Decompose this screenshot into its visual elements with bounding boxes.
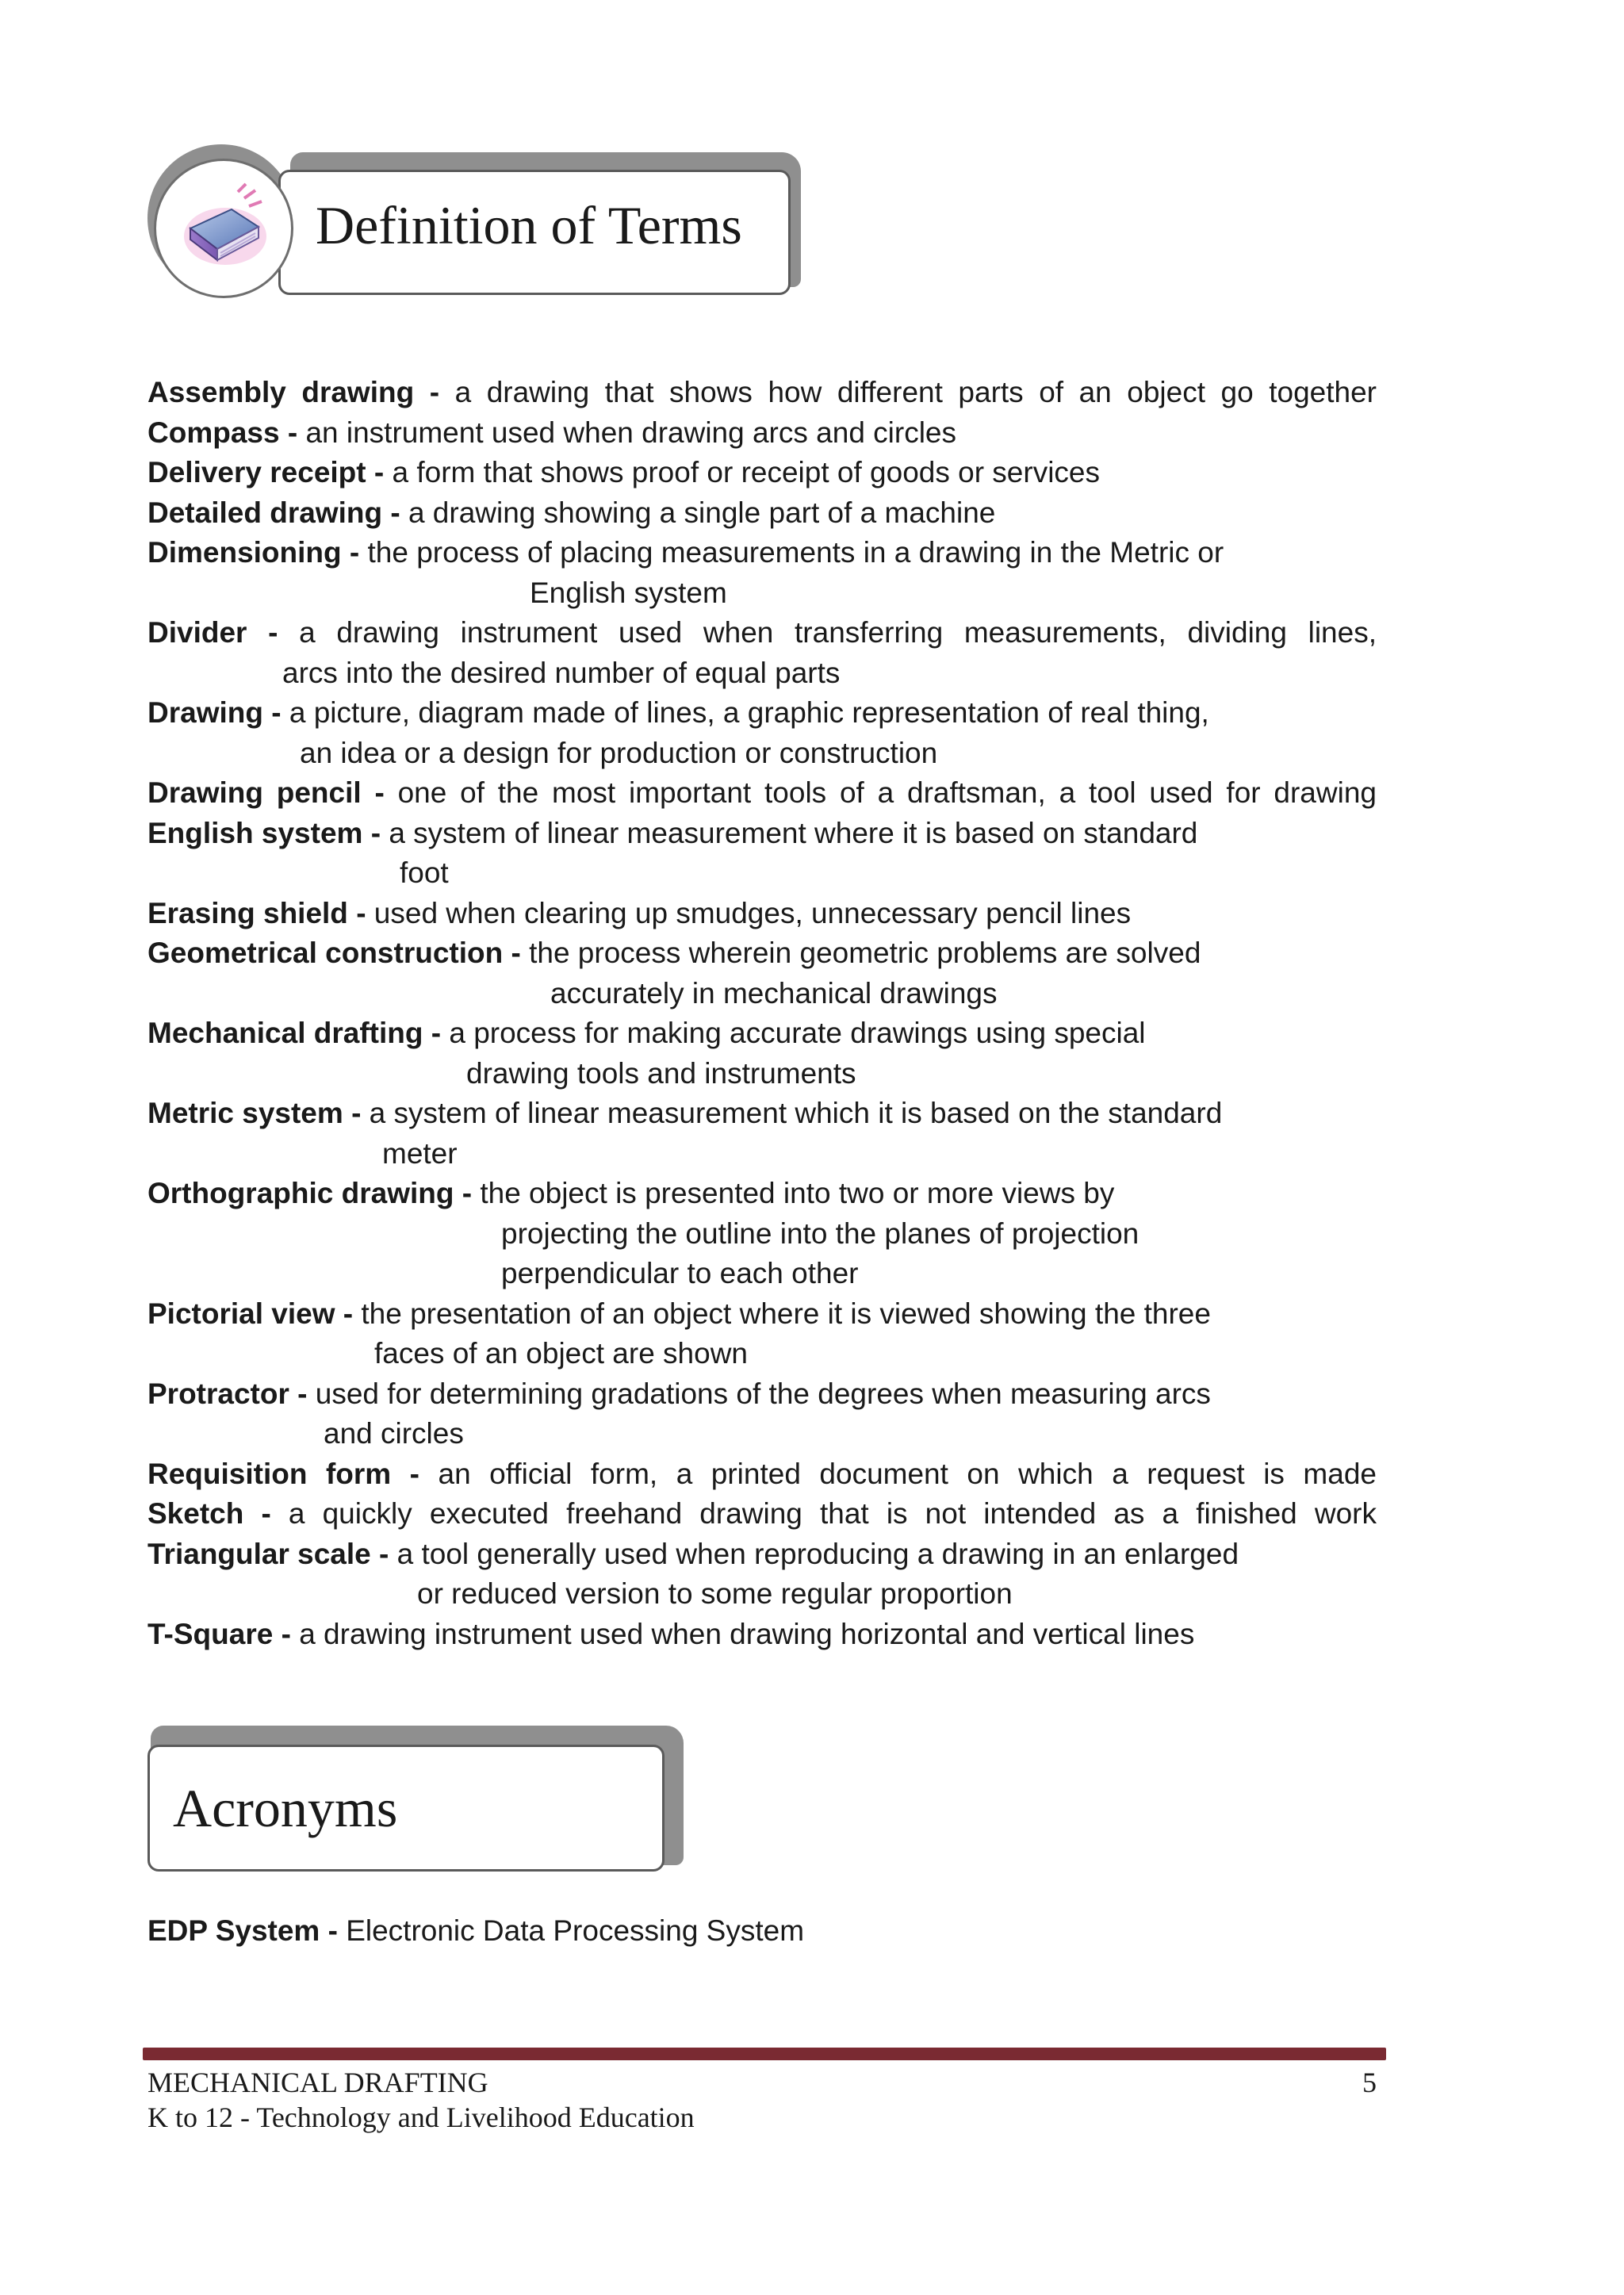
term-definition-continuation: and circles — [324, 1417, 464, 1450]
term-name: Delivery receipt - — [147, 456, 393, 489]
term-entry — [147, 493, 1377, 534]
footer-subject: MECHANICAL DRAFTING — [147, 2067, 488, 2098]
term-definition: one of the most important tools of a draftsman, a tool used for drawing — [397, 776, 1377, 809]
term-definition: a process for making accurate drawings using special — [449, 1017, 1146, 1049]
term-name: Compass - — [147, 416, 306, 449]
term-definition-continuation: an idea or a design for production or construction — [300, 736, 938, 769]
term-name: Detailed drawing - — [147, 496, 408, 529]
term-definition: the process wherein geometric problems are solved — [529, 937, 1201, 969]
term-entry — [147, 693, 1377, 734]
term-entry — [147, 814, 1377, 854]
term-entry — [147, 1454, 1377, 1495]
terms-list — [147, 373, 1377, 1654]
term-entry — [147, 1494, 1377, 1534]
term-entry — [147, 413, 1377, 454]
term-entry — [147, 894, 1377, 934]
term-definition: the object is presented into two or more views by — [480, 1177, 1115, 1209]
term-name: Erasing shield - — [147, 896, 374, 929]
term-name: Protractor - — [147, 1377, 316, 1410]
term-entry — [147, 1374, 1377, 1415]
term-definition: a system of linear measurement where it is based on standard — [389, 816, 1198, 849]
term-name: Orthographic drawing - — [147, 1177, 481, 1209]
term-definition: a tool generally used when reproducing a drawing in an enlarged — [396, 1537, 1239, 1570]
term-entry — [147, 1013, 1377, 1054]
term-definition-continuation: faces of an object are shown — [374, 1337, 749, 1370]
term-entry — [147, 1294, 1377, 1335]
term-definition: a drawing that shows how different parts of an object go together — [454, 376, 1377, 408]
term-entry — [147, 933, 1377, 974]
term-definition: a form that shows proof or receipt of goods or services — [392, 456, 1101, 489]
term-name: T-Square - — [147, 1617, 300, 1650]
book-icon — [176, 181, 271, 276]
acronym-definition: Electronic Data Processing System — [346, 1914, 805, 1947]
footer-program: K to 12 - Technology and Livelihood Education — [147, 2102, 695, 2133]
term-definition-continuation: foot — [400, 856, 449, 889]
term-definition-continuation: perpendicular to each other — [501, 1257, 859, 1289]
term-definition: used when clearing up smudges, unnecessary pencil lines — [373, 896, 1132, 929]
term-definition: a drawing instrument used when drawing horizontal and vertical lines — [299, 1617, 1195, 1650]
term-name: Drawing pencil - — [147, 776, 398, 809]
term-definition-continuation: arcs into the desired number of equal parts — [282, 656, 841, 689]
header-icon-circle — [154, 159, 293, 298]
term-definition-continuation: English system — [530, 576, 727, 609]
term-entry — [147, 1534, 1377, 1575]
term-name: Divider - — [147, 616, 300, 649]
footer-rule — [143, 2048, 1386, 2060]
term-name: Drawing - — [147, 696, 289, 729]
term-definition: used for determining gradations of the degrees when measuring arcs — [315, 1377, 1211, 1410]
term-name: Metric system - — [147, 1097, 370, 1129]
definition-section-header — [147, 144, 814, 306]
term-definition-continuation: meter — [382, 1136, 458, 1170]
definition-section-title: Definition of Terms — [316, 195, 742, 255]
term-definition-continuation: accurately in mechanical drawings — [550, 976, 998, 1010]
term-definition: a picture, diagram made of lines, a graphic representation of real thing, — [289, 696, 1209, 729]
term-name: English system - — [147, 816, 389, 849]
term-definition: an official form, a printed document on which a request is made — [438, 1457, 1377, 1490]
term-definition-continuation: projecting the outline into the planes of projection — [501, 1216, 1139, 1250]
term-name: Requisition form - — [147, 1457, 439, 1490]
term-name: Dimensioning - — [147, 536, 368, 569]
term-definition: a drawing instrument used when transferring measurements, dividing lines, — [299, 616, 1377, 649]
term-name: Pictorial view - — [147, 1297, 362, 1330]
term-definition: the presentation of an object where it is viewed showing the three — [361, 1297, 1211, 1330]
acronym-term: EDP System - — [147, 1914, 347, 1947]
term-name: Triangular scale - — [147, 1537, 397, 1570]
term-definition-continuation: drawing tools and instruments — [466, 1056, 856, 1090]
acronym-entry — [147, 1911, 804, 1951]
term-entry — [147, 1094, 1377, 1134]
term-entry — [147, 373, 1377, 413]
term-entry — [147, 613, 1377, 653]
term-definition: an instrument used when drawing arcs and circles — [305, 416, 957, 449]
term-definition: a system of linear measurement which it is based on the standard — [369, 1097, 1223, 1129]
term-definition: a quickly executed freehand drawing that is not intended as a finished work — [288, 1497, 1377, 1530]
acronyms-section-title: Acronyms — [173, 1778, 398, 1838]
term-entry — [147, 1615, 1377, 1655]
term-entry — [147, 773, 1377, 814]
term-name: Assembly drawing - — [147, 376, 455, 408]
page-number: 5 — [1362, 2067, 1377, 2098]
term-entry — [147, 453, 1377, 493]
term-definition-continuation: or reduced version to some regular proportion — [417, 1577, 1013, 1610]
acronyms-section-header — [147, 1726, 687, 1876]
term-definition: a drawing showing a single part of a machine — [408, 496, 996, 529]
term-entry — [147, 533, 1377, 573]
term-name: Geometrical construction - — [147, 937, 530, 969]
term-definition: the process of placing measurements in a drawing in the Metric or — [367, 536, 1224, 569]
term-name: Sketch - — [147, 1497, 289, 1530]
term-entry — [147, 1174, 1377, 1214]
term-name: Mechanical drafting - — [147, 1017, 450, 1049]
